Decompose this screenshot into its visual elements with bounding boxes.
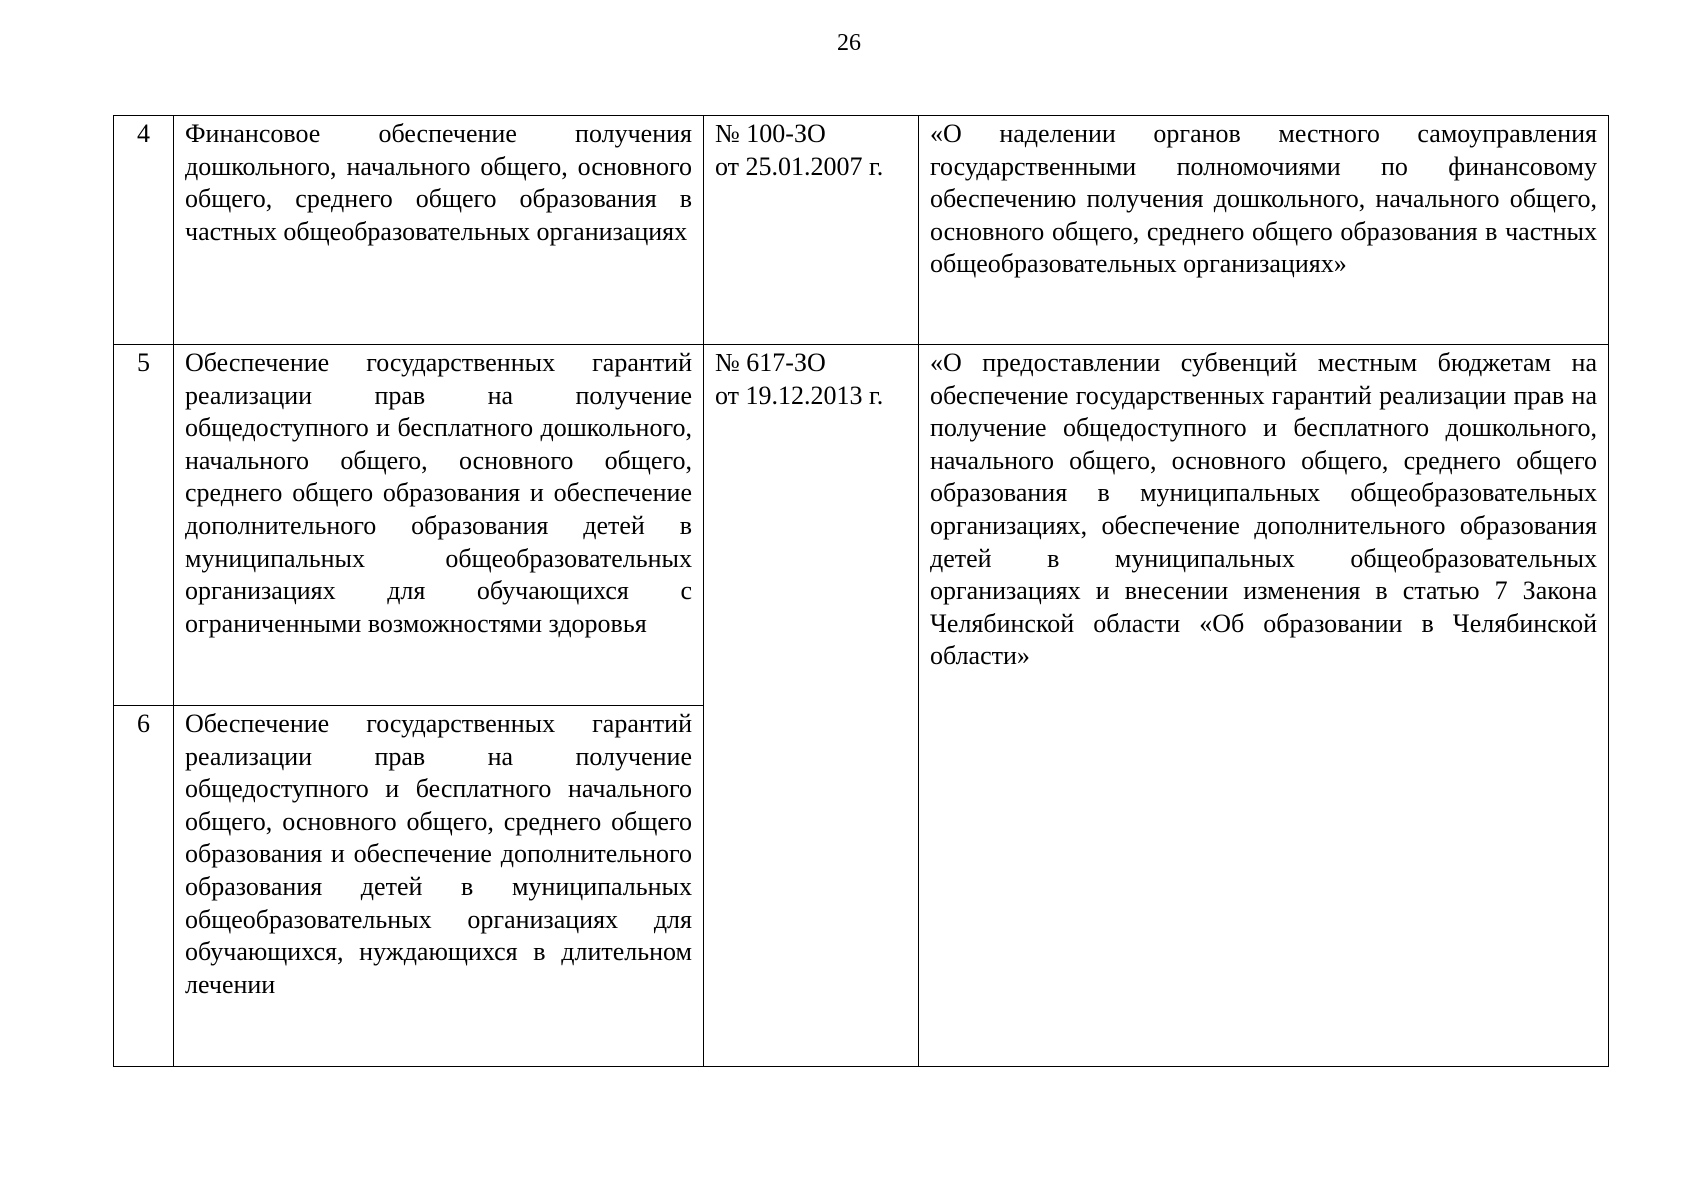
law-number: № 617-ЗО: [715, 348, 826, 377]
page-number: 26: [837, 30, 861, 56]
law-title: «О наделении органов местного самоуправления государственными полномочиями по финансовому обеспечению получения дошкольного, начального общего, основного общего, среднего общего образования в частных общеобразовательных организациях»: [930, 119, 1597, 279]
description-cell: [174, 116, 704, 345]
law-title-cell: [919, 345, 1609, 1067]
law-date: от 25.01.2007 г.: [715, 151, 884, 181]
row-description: Обеспечение государственных гарантий реализации прав на получение общедоступного и бесплатного начального общего, основного общего, среднего общего образования и обеспечение дополнительного образования детей в муниципальных общеобразовательных организациях для обучающихся, нуждающихся в длительном лечении: [185, 709, 692, 999]
row-number: 5: [137, 348, 150, 377]
law-title-cell: [919, 116, 1609, 345]
law-reference-cell: [704, 345, 919, 1067]
row-number-cell: [114, 116, 174, 345]
row-number: 4: [137, 119, 150, 148]
law-title: «О предоставлении субвенций местным бюджетам на обеспечение государственных гарантий реализации прав на получение общедоступного и бесплатного дошкольного, начального общего, основного общего, среднего общего образования в муниципальных общеобразовательных организациях, обеспечение дополнительного образования детей в муниципальных общеобразовательных организациях и внесении изменения в статью 7 Закона Челябинской области «Об образовании в Челябинской области»: [930, 348, 1597, 671]
description-cell: [174, 345, 704, 706]
law-table: [113, 115, 1609, 1067]
table-row: [114, 116, 1609, 345]
row-description: Финансовое обеспечение получения дошкольного, начального общего, основного общего, среднего общего образования в частных общеобразовательных организациях: [185, 119, 692, 246]
row-number-cell: [114, 706, 174, 1067]
law-number: № 100-ЗО: [715, 119, 826, 148]
row-number: 6: [137, 709, 150, 738]
law-date: от 19.12.2013 г.: [715, 380, 884, 410]
description-cell: [174, 706, 704, 1067]
row-description: Обеспечение государственных гарантий реализации прав на получение общедоступного и бесплатного дошкольного, начального общего, основного общего, среднего общего образования и обеспечение дополнительного образования детей в муниципальных общеобразовательных организациях для обучающихся с ограниченными возможностями здоровья: [185, 348, 692, 638]
row-number-cell: [114, 345, 174, 706]
table-row: [114, 345, 1609, 706]
law-reference-cell: [704, 116, 919, 345]
